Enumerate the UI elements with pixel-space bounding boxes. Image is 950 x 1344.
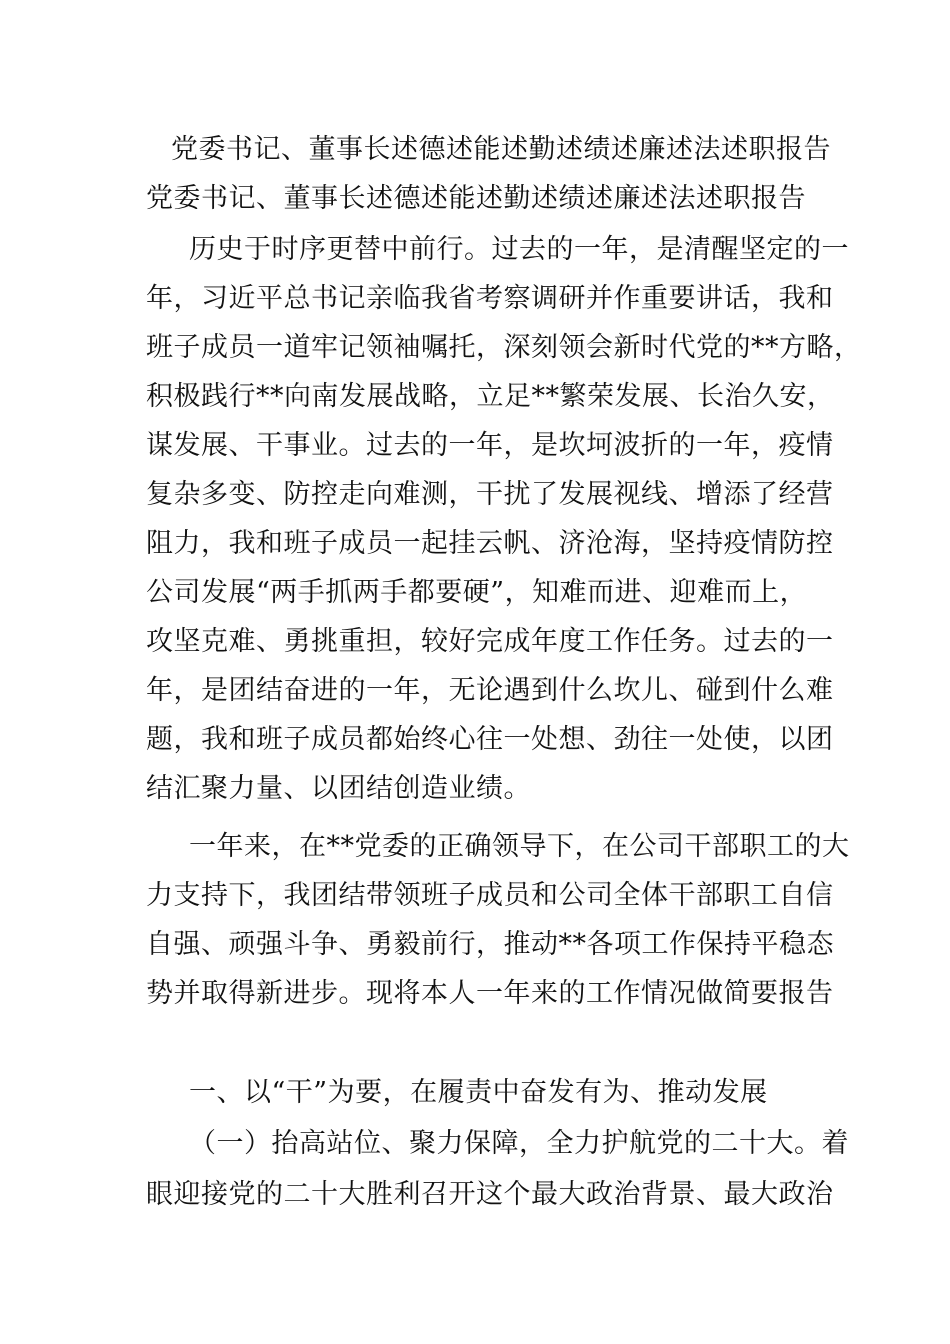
paragraph-2-line-2: 力支持下，我团结带领班子成员和公司全体干部职工自信 (146, 880, 834, 911)
paragraph-1-line-3: 班子成员一道牢记领袖嘱托，深刻领会新时代党的**方略， (146, 332, 862, 363)
subsection-line-1: （一）抬高站位、聚力保障，全力护航党的二十大。着 (189, 1128, 849, 1159)
paragraph-1-line-2: 年，习近平总书记亲临我省考察调研并作重要讲话，我和 (146, 283, 834, 314)
paragraph-1-line-11: 题，我和班子成员都始终心往一处想、劲往一处使，以团 (146, 724, 834, 755)
paragraph-1-line-10: 年，是团结奋进的一年，无论遇到什么坎儿、碰到什么难 (146, 675, 834, 706)
paragraph-1-line-9: 攻坚克难、勇挑重担，较好完成年度工作任务。过去的一 (146, 626, 834, 657)
paragraph-1-line-6: 复杂多变、防控走向难测，干扰了发展视线、增添了经营 (146, 479, 834, 510)
paragraph-1-line-8: 公司发展“两手抓两手都要硬”，知难而进、迎难而上， (146, 577, 808, 608)
paragraph-1-line-1: 历史于时序更替中前行。过去的一年，是清醒坚定的一 (189, 234, 849, 265)
paragraph-1-line-5: 谋发展、干事业。过去的一年，是坎坷波折的一年，疫情 (146, 430, 834, 461)
document-title: 党委书记、董事长述德述能述勤述绩述廉述法述职报告 (171, 134, 831, 165)
paragraph-1-line-7: 阻力，我和班子成员一起挂云帆、济沧海，坚持疫情防控 (146, 528, 834, 559)
paragraph-2-line-1: 一年来，在**党委的正确领导下，在公司干部职工的大 (189, 831, 850, 862)
paragraph-1-line-4: 积极践行**向南发展战略，立足**繁荣发展、长治久安， (146, 381, 835, 412)
paragraph-2-line-3: 自强、顽强斗争、勇毅前行，推动**各项工作保持平稳态 (146, 929, 834, 960)
paragraph-2-line-4: 势并取得新进步。现将本人一年来的工作情况做简要报告 (146, 978, 834, 1009)
paragraph-1-line-12: 结汇聚力量、以团结创造业绩。 (146, 773, 531, 804)
document-title-repeat: 党委书记、董事长述德述能述勤述绩述廉述法述职报告 (146, 183, 806, 214)
subsection-line-2: 眼迎接党的二十大胜利召开这个最大政治背景、最大政治 (146, 1179, 834, 1210)
section-heading: 一、以“干”为要，在履责中奋发有为、推动发展 (189, 1077, 768, 1108)
